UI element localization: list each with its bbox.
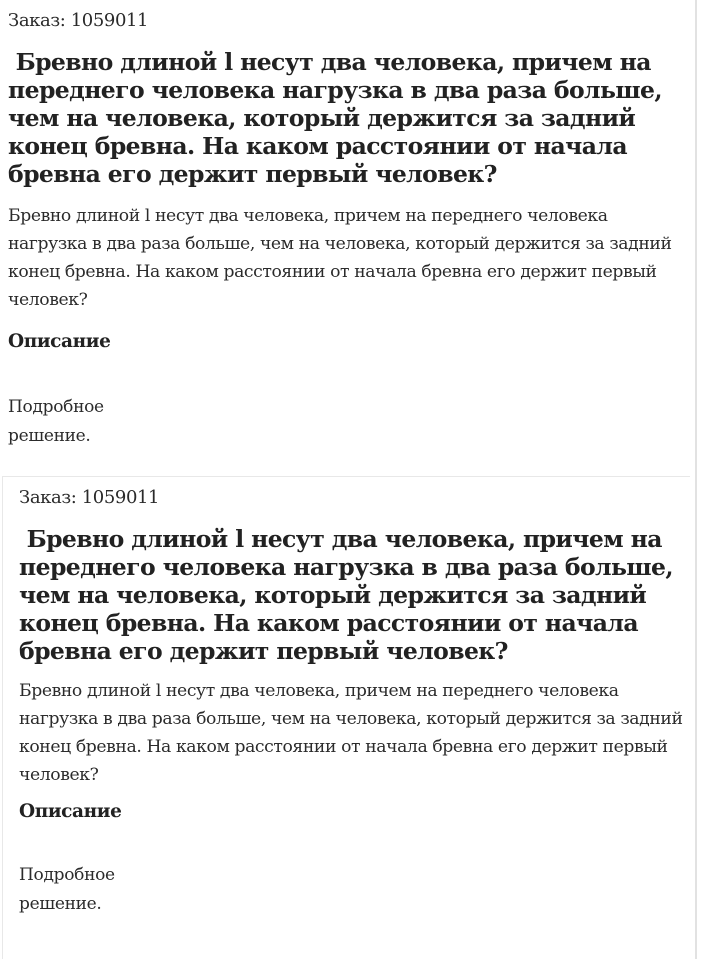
order-card-2 bbox=[2, 476, 690, 959]
solution-text: Подробное решение. bbox=[8, 397, 104, 446]
solution-text: Подробное решение. bbox=[19, 865, 115, 914]
problem-title: Бревно длиной l несут два человека, причем на переднего человека нагрузка в два раза больше, чем на человека, который держится за задний конец бревна. На каком расстоянии от начала бревна его держит первый человек? bbox=[19, 525, 681, 665]
description-heading: Описание bbox=[19, 801, 122, 822]
order-number: Заказ: 1059011 bbox=[19, 487, 160, 508]
description-heading: Описание bbox=[8, 331, 111, 352]
problem-text: Бревно длиной l несут два человека, причем на переднего человека нагрузка в два раза больше, чем на человека, который держится за задний конец бревна. На каком расстоянии от начала бревна его держит первый человек? bbox=[19, 681, 683, 785]
problem-title: Бревно длиной l несут два человека, причем на переднего человека нагрузка в два раза больше, чем на человека, который держится за задний конец бревна. На каком расстоянии от начала бревна его держит первый человек? bbox=[8, 48, 670, 188]
problem-text: Бревно длиной l несут два человека, причем на переднего человека нагрузка в два раза больше, чем на человека, который держится за задний конец бревна. На каком расстоянии от начала бревна его держит первый человек? bbox=[8, 206, 672, 310]
order-number: Заказ: 1059011 bbox=[8, 10, 149, 31]
